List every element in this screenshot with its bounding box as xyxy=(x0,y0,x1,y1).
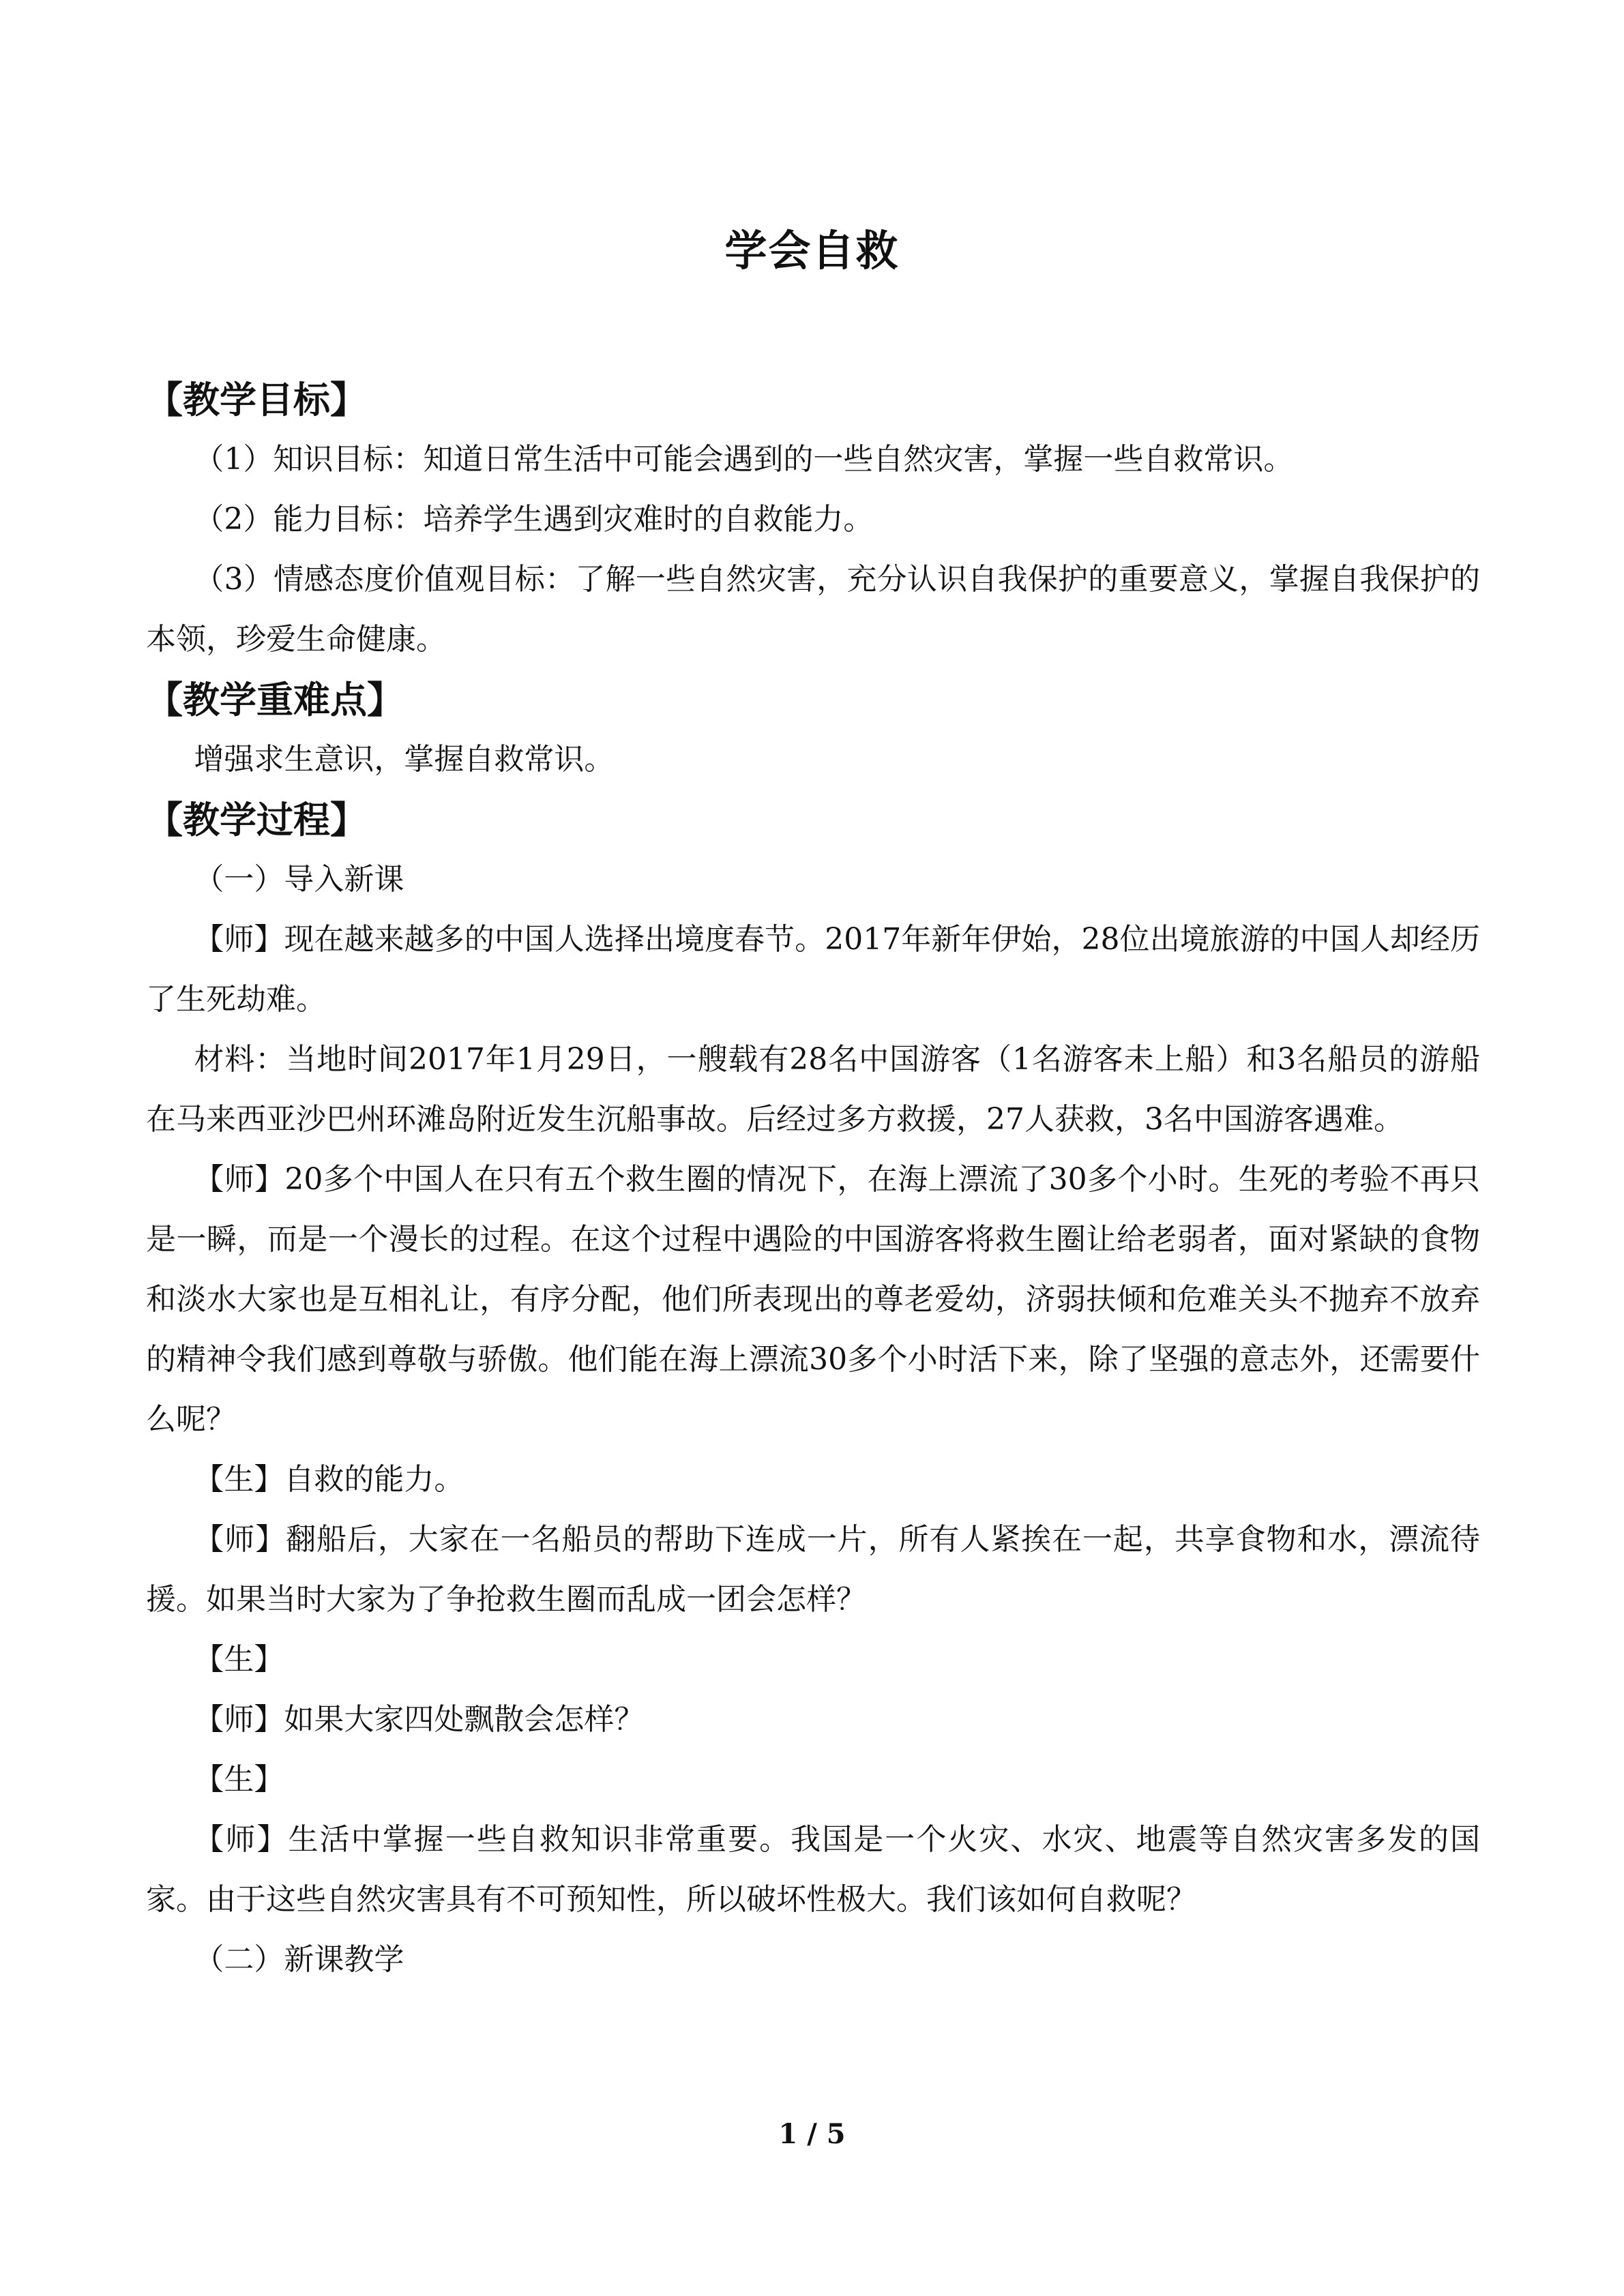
subsection-title: （一）导入新课 xyxy=(194,862,404,897)
goal-ability: （2）能力目标：培养学生遇到灾难时的自救能力。 xyxy=(194,502,874,537)
key-point-text: 增强求生意识，掌握自救常识。 xyxy=(194,742,615,777)
section-key-points xyxy=(146,670,1480,790)
section-heading: 【教学目标】 xyxy=(146,378,367,421)
document-body xyxy=(146,370,1480,1990)
section-teaching-process xyxy=(146,790,1480,1990)
page-number: 1 / 5 xyxy=(778,2118,846,2150)
material-paragraph: 材料：当地时间2017年1月29日，一艘载有28名中国游客（1名游客未上船）和3名船员的游船在马来西亚沙巴州环滩岛附近发生沉船事故。后经过多方救援，27人获救，3名中国游客遇难。 xyxy=(146,1042,1480,1137)
dialogue-paragraph: 【师】生活中掌握一些自救知识非常重要。我国是一个火灾、水灾、地震等自然灾害多发的国家。由于这些自然灾害具有不可预知性，所以破坏性极大。我们该如何自救呢？ xyxy=(146,1822,1480,1917)
dialogue-paragraph: 【生】 xyxy=(194,1642,284,1677)
goal-knowledge: （1）知识目标：知道日常生活中可能会遇到的一些自然灾害，掌握一些自救常识。 xyxy=(194,442,1294,477)
dialogue-paragraph: 【师】如果大家四处飘散会怎样？ xyxy=(194,1702,645,1737)
goal-emotion: （3）情感态度价值观目标：了解一些自然灾害，充分认识自我保护的重要意义，掌握自我保护的本领，珍爱生命健康。 xyxy=(146,562,1480,657)
document-title: 学会自救 xyxy=(724,226,900,275)
dialogue-paragraph: 【师】翻船后，大家在一名船员的帮助下连成一片，所有人紧挨在一起，共享食物和水，漂流待援。如果当时大家为了争抢救生圈而乱成一团会怎样？ xyxy=(146,1522,1480,1617)
dialogue-paragraph: 【师】现在越来越多的中国人选择出境度春节。2017年新年伊始，28位出境旅游的中国人却经历了生死劫难。 xyxy=(146,922,1480,1017)
section-heading: 【教学过程】 xyxy=(146,798,367,841)
section-teaching-goals xyxy=(146,370,1480,670)
section-heading: 【教学重难点】 xyxy=(146,678,404,721)
dialogue-paragraph: 【生】自救的能力。 xyxy=(194,1462,464,1497)
dialogue-paragraph: 【师】20多个中国人在只有五个救生圈的情况下，在海上漂流了30多个小时。生死的考验不再只是一瞬，而是一个漫长的过程。在这个过程中遇险的中国游客将救生圈让给老弱者，面对紧缺的食物和淡水大家也是互相礼让，有序分配，他们所表现出的尊老爱幼，济弱扶倾和危难关头不抛弃不放弃的精神令我们感到尊敬与骄傲。他们能在海上漂流30多个小时活下来，除了坚强的意志外，还需要什么呢？ xyxy=(146,1162,1480,1437)
dialogue-paragraph: 【生】 xyxy=(194,1762,284,1797)
subsection-title: （二）新课教学 xyxy=(194,1942,404,1977)
